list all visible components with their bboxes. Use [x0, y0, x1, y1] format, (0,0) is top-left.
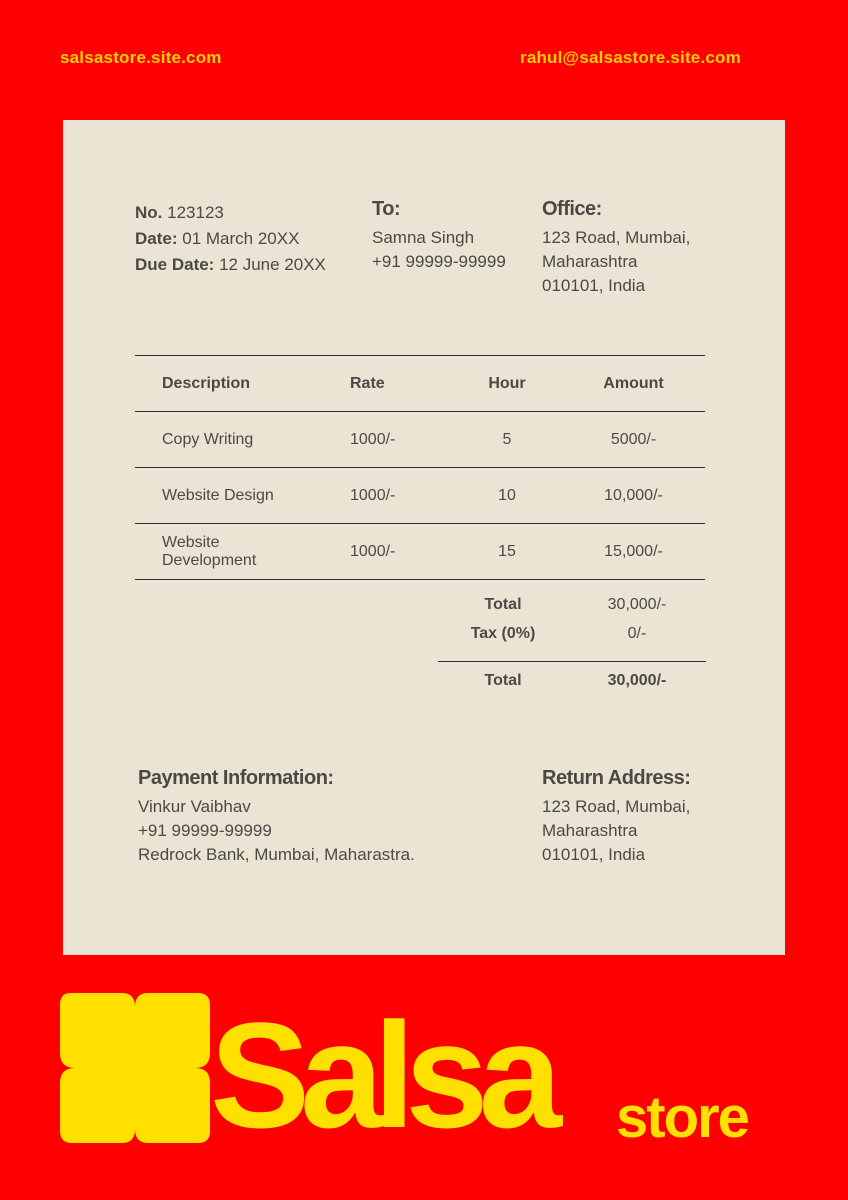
subtotal-value: 30,000/- [607, 595, 667, 613]
cell-hour: 10 [498, 486, 516, 504]
brand-subword: store [616, 1085, 748, 1150]
cell-rate: 1000/- [350, 486, 396, 504]
site-link[interactable]: salsastore.site.com [60, 48, 222, 67]
cell-amount: 15,000/- [604, 542, 663, 560]
totals-block [438, 590, 706, 695]
invoice-date-label: Date: [135, 229, 178, 248]
cell-amount: 10,000/- [604, 486, 663, 504]
office-block [542, 196, 690, 298]
invoice-date-value: 01 March 20XX [182, 229, 300, 248]
office-line-2: Maharashtra [542, 252, 638, 271]
recipient-phone: +91 99999-99999 [372, 252, 506, 271]
return-address-block [542, 765, 690, 867]
table-row [135, 412, 705, 467]
cell-rate: 1000/- [350, 430, 396, 448]
invoice-no-label: No. [135, 203, 163, 222]
subtotal-row [438, 590, 706, 619]
recipient-block [372, 196, 506, 274]
payment-bank: Redrock Bank, Mumbai, Maharastra. [138, 845, 415, 864]
payment-name: Vinkur Vaibhav [138, 797, 251, 816]
cell-description: Website Design [162, 486, 274, 504]
payment-block [138, 765, 415, 867]
tax-label: Tax (0%) [470, 624, 536, 642]
cell-description: Website Development [162, 533, 257, 569]
cell-amount: 5000/- [610, 430, 657, 448]
invoice-due-label: Due Date: [135, 255, 215, 274]
grand-total-label: Total [484, 671, 522, 689]
flower-logo-icon [60, 993, 210, 1148]
grand-total-row [438, 666, 706, 695]
invoice-paper [63, 120, 785, 955]
office-line-3: 010101, India [542, 276, 646, 295]
column-header-amount: Amount [603, 374, 664, 392]
grand-total-value: 30,000/- [607, 671, 667, 689]
cell-description: Copy Writing [162, 430, 254, 448]
column-header-hour: Hour [488, 374, 526, 392]
column-header-rate: Rate [350, 374, 385, 392]
return-line-2: Maharashtra [542, 821, 638, 840]
divider [438, 661, 706, 662]
recipient-name: Samna Singh [372, 228, 475, 247]
email-link[interactable]: rahul@salsastore.site.com [520, 48, 741, 67]
return-line-1: 123 Road, Mumbai, [542, 797, 691, 816]
tax-value: 0/- [627, 624, 647, 642]
table-header-row [135, 356, 705, 411]
brand-wordmark: Salsa [210, 991, 552, 1159]
return-line-3: 010101, India [542, 845, 646, 864]
line-items-table [135, 355, 705, 580]
table-row [135, 468, 705, 523]
subtotal-label: Total [484, 595, 522, 613]
cell-rate: 1000/- [350, 542, 396, 560]
office-line-1: 123 Road, Mumbai, [542, 228, 691, 247]
tax-row [438, 619, 706, 648]
payment-heading: Payment Information: [138, 767, 334, 789]
table-row [135, 524, 705, 579]
divider [135, 579, 705, 580]
cell-hour: 5 [502, 430, 512, 448]
payment-phone: +91 99999-99999 [138, 821, 272, 840]
return-address-heading: Return Address: [542, 767, 691, 789]
recipient-heading: To: [372, 198, 401, 220]
column-header-description: Description [162, 374, 251, 392]
invoice-meta [135, 200, 326, 278]
invoice-no-value: 123123 [167, 203, 224, 222]
cell-hour: 15 [498, 542, 516, 560]
invoice-due-value: 12 June 20XX [219, 255, 326, 274]
office-heading: Office: [542, 198, 602, 220]
